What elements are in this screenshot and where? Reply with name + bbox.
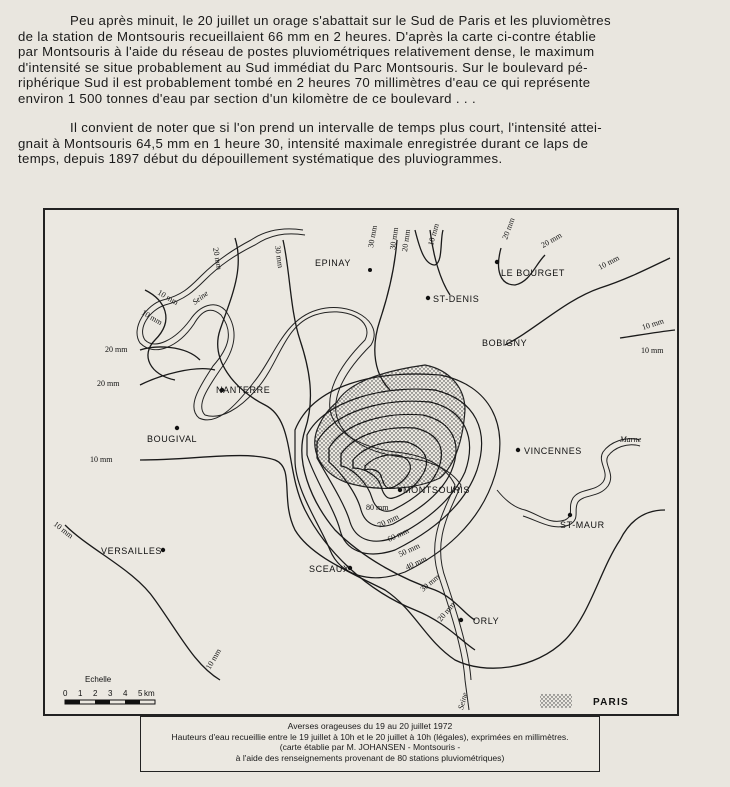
marne-label: Marne	[620, 435, 642, 444]
seine-label-north: Seine	[190, 288, 210, 307]
place-vincennes: VINCENNES	[524, 446, 582, 456]
iso-label: 10 mm	[140, 307, 164, 327]
text-line: de la station de Montsouris recueillaient 66 mm en 2 heures. D'après la carte ci-contre établie	[18, 28, 597, 44]
map-caption	[140, 716, 600, 772]
text-line: riphérique Sud il est probablement tombé en 2 heures 70 millimètres d'eau ce qui représente	[18, 75, 591, 91]
iso-label: 30 mm	[418, 572, 442, 594]
place-bougival: BOUGIVAL	[147, 434, 198, 444]
iso-label: 10 mm	[203, 647, 223, 671]
legend-paris-label: PARIS	[593, 697, 629, 708]
scale-bar	[63, 675, 155, 704]
caption-line: (carte établie par M. JOHANSEN - Montsouris -	[279, 742, 461, 752]
scale-tick: 5	[138, 689, 143, 698]
iso-label: 10 mm	[156, 287, 180, 307]
caption-line: Hauteurs d'eau recueillie entre le 19 juillet à 10h et le 20 juillet à 10h (légales), exprimées en millimètres.	[171, 731, 569, 742]
iso-label: 60 mm	[386, 526, 411, 544]
scale-tick: 1	[78, 689, 83, 698]
scale-tick: 3	[108, 689, 113, 698]
iso-label: 20 mm	[500, 216, 517, 241]
iso-label: 70 mm	[376, 512, 401, 530]
iso-label: 10 mm	[90, 455, 113, 464]
iso-label: 20 mm	[97, 379, 120, 388]
rainfall-map	[43, 208, 679, 716]
place-sceaux: SCEAUX	[309, 564, 350, 574]
iso-label: 30 mm	[366, 224, 379, 249]
iso-label: 50 mm	[397, 541, 422, 559]
place-le-bourget: LE BOURGET	[501, 268, 566, 278]
text-line: environ 1 500 tonnes d'eau par section d'un kilomètre de ce boulevard . . .	[18, 90, 476, 106]
text-line: d'intensité se situe probablement au Sud immédiat du Parc Montsouris. Sur le boulevard pé-	[18, 59, 588, 75]
text-line: gnait à Montsouris 64,5 mm en 1 heure 30, intensité maximale enregistrée durant ce laps de	[18, 135, 589, 151]
iso-label: 20 mm	[435, 600, 457, 624]
scale-title: Echelle	[85, 675, 112, 684]
iso-label: 10 mm	[640, 316, 665, 332]
text-line: temps, depuis 1897 début du dépouillement systématique des pluviogrammes.	[18, 151, 503, 167]
iso-label: 20 mm	[539, 230, 564, 250]
place-versailles: VERSAILLES	[101, 546, 163, 556]
map-svg	[45, 210, 681, 718]
iso-label: 20 mm	[105, 345, 128, 354]
iso-label: 10 mm	[596, 253, 621, 272]
scale-ticks	[63, 689, 155, 698]
scale-tick: 4	[123, 689, 128, 698]
iso-label: 20 mm	[400, 228, 413, 253]
scale-tick: 2	[93, 689, 98, 698]
iso-label: 20 mm	[211, 246, 224, 271]
iso-label: 10 mm	[641, 346, 664, 355]
paris-legend	[540, 694, 629, 708]
place-st-maur: ST-MAUR	[560, 520, 605, 530]
place-nanterre: NANTERRE	[216, 385, 271, 395]
place-epinay: EPINAY	[315, 258, 351, 268]
place-montsouris: MONTSOURIS	[403, 485, 471, 495]
scale-tick: 0	[63, 689, 68, 698]
caption-title: Averses orageuses du 19 au 20 juillet 1972	[287, 721, 453, 731]
iso-label: 10 mm	[426, 222, 441, 247]
caption-line: à l'aide des renseignements provenant de 80 stations pluviométriques)	[235, 752, 505, 763]
place-bobigny: BOBIGNY	[482, 338, 528, 348]
iso-label: 40 mm	[404, 554, 429, 572]
iso-label: 80 mm	[366, 503, 389, 512]
text-line: Peu après minuit, le 20 juillet un orage s'abattait sur le Sud de Paris et les pluviomètres	[70, 13, 611, 28]
iso-label: 30 mm	[388, 226, 401, 251]
article-paragraph-1	[18, 13, 694, 107]
iso-label: 30 mm	[273, 245, 286, 269]
place-orly: ORLY	[473, 616, 500, 626]
text-line: Il convient de noter que si l'on prend un intervalle de temps plus court, l'intensité attei-	[70, 120, 603, 135]
seine-label-south: Seine	[456, 691, 470, 711]
iso-label: 10 mm	[51, 519, 76, 541]
scale-unit: km	[144, 689, 155, 698]
place-st-denis: ST-DENIS	[433, 294, 480, 304]
text-line: par Montsouris à l'aide du réseau de postes pluviométriques relativement dense, le maximum	[18, 44, 595, 60]
article-paragraph-2	[18, 120, 694, 167]
